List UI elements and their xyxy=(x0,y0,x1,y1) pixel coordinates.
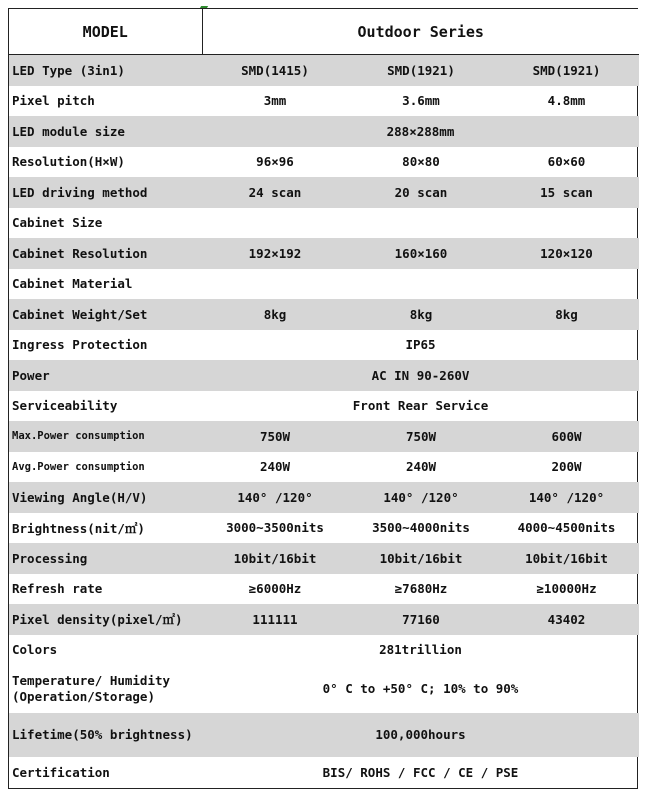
spec-value: SMD(1415) xyxy=(202,55,348,86)
spec-value: 160×160 xyxy=(348,238,494,269)
spec-row xyxy=(9,421,639,452)
spec-label: Processing xyxy=(9,543,202,574)
spec-value: 140° /120° xyxy=(348,482,494,513)
spec-label: Pixel pitch xyxy=(12,93,95,109)
spec-value: 8kg xyxy=(202,299,348,330)
spec-row xyxy=(9,330,639,361)
spec-value: 10bit/16bit xyxy=(202,543,348,574)
spec-label: Max.Power consumption xyxy=(9,421,202,452)
header-row xyxy=(9,9,639,55)
spec-label: Certification xyxy=(12,764,110,780)
spec-value: 192×192 xyxy=(202,238,348,269)
spec-label: LED driving method xyxy=(9,177,202,208)
spec-label: Cabinet Weight/Set xyxy=(9,299,202,330)
spec-value: 60×60 xyxy=(547,154,586,170)
spec-value: 20 scan xyxy=(348,177,494,208)
spec-value: 3500~4000nits xyxy=(372,520,470,536)
spec-row xyxy=(9,116,639,147)
model-header: MODEL xyxy=(9,9,202,55)
spec-value: 120×120 xyxy=(494,238,639,269)
spec-row xyxy=(9,55,639,86)
spec-row xyxy=(9,299,639,330)
spec-value: ≥10000Hz xyxy=(536,581,597,597)
spec-value: 96×96 xyxy=(256,154,294,170)
spec-row xyxy=(9,604,639,635)
spec-value: 111111 xyxy=(202,604,348,635)
spec-value: 281trillion xyxy=(379,642,462,658)
spec-value xyxy=(494,208,639,239)
spec-row xyxy=(9,238,639,269)
spec-value: 240W xyxy=(259,459,291,475)
spec-value: BIS/ ROHS / FCC / CE / PSE xyxy=(322,764,519,780)
spec-value: Front Rear Service xyxy=(352,398,489,414)
spec-value: 10bit/16bit xyxy=(348,543,494,574)
spec-value: 288×288mm xyxy=(202,116,639,147)
spec-value xyxy=(348,208,494,239)
spec-label: Cabinet Material xyxy=(12,276,133,292)
spec-row xyxy=(9,665,639,713)
spec-value: SMD(1921) xyxy=(348,55,494,86)
series-header: Outdoor Series xyxy=(202,9,639,55)
spec-label: Power xyxy=(9,360,202,391)
spec-value: 3000~3500nits xyxy=(226,520,324,536)
spec-value xyxy=(202,269,348,300)
spec-value: 8kg xyxy=(348,299,494,330)
spec-label: Viewing Angle(H/V) xyxy=(9,482,202,513)
spec-row xyxy=(9,713,639,757)
spec-value: 77160 xyxy=(348,604,494,635)
spec-label: Temperature/ Humidity (Operation/Storage) xyxy=(12,673,171,704)
spec-value: 100,000hours xyxy=(202,713,639,757)
spec-value: 8kg xyxy=(494,299,639,330)
spec-value: 10bit/16bit xyxy=(494,543,639,574)
spec-value: 24 scan xyxy=(202,177,348,208)
spec-row xyxy=(9,269,639,300)
spec-label: Pixel density(pixel/㎡) xyxy=(9,604,202,635)
spec-label: Colors xyxy=(12,642,58,658)
spec-value xyxy=(494,269,639,300)
spec-row xyxy=(9,452,639,483)
spec-value: 200W xyxy=(551,459,582,475)
spec-value: ≥7680Hz xyxy=(394,581,448,597)
spec-row xyxy=(9,86,639,117)
spec-row xyxy=(9,513,639,544)
spec-label: Resolution(H×W) xyxy=(12,154,125,170)
spec-label: LED module size xyxy=(9,116,202,147)
spec-row xyxy=(9,543,639,574)
spec-value: 3mm xyxy=(263,93,287,109)
spec-label: Brightness(nit/㎡) xyxy=(12,520,145,536)
spec-label: LED Type (3in1) xyxy=(9,55,202,86)
spec-value: 600W xyxy=(494,421,639,452)
spec-value: 140° /120° xyxy=(202,482,348,513)
spec-label: Refresh rate xyxy=(12,581,103,597)
spec-value: 750W xyxy=(348,421,494,452)
spec-value: SMD(1921) xyxy=(494,55,639,86)
spec-label: Serviceability xyxy=(12,398,118,414)
spec-value: 4.8mm xyxy=(547,93,586,109)
spec-table xyxy=(9,9,639,788)
spec-row xyxy=(9,177,639,208)
spec-value: ≥6000Hz xyxy=(248,581,302,597)
spec-row xyxy=(9,391,639,422)
spec-row xyxy=(9,360,639,391)
spec-row xyxy=(9,635,639,666)
spec-value: 15 scan xyxy=(494,177,639,208)
spec-value: 140° /120° xyxy=(494,482,639,513)
spec-value: 240W xyxy=(405,459,437,475)
spec-value: AC IN 90-260V xyxy=(202,360,639,391)
spec-row xyxy=(9,482,639,513)
spec-value xyxy=(202,208,348,239)
spec-row xyxy=(9,757,639,788)
spec-label: Lifetime(50% brightness) xyxy=(9,713,202,757)
spec-value: 0° C to +50° C; 10% to 90% xyxy=(322,681,519,696)
spec-value: 80×80 xyxy=(402,154,440,170)
spec-value xyxy=(348,269,494,300)
spec-value: 750W xyxy=(202,421,348,452)
spec-value: IP65 xyxy=(405,337,436,353)
spec-sheet xyxy=(8,8,638,789)
spec-value: 4000~4500nits xyxy=(517,520,616,536)
spec-label: Cabinet Size xyxy=(12,215,103,231)
spec-value: 3.6mm xyxy=(402,93,440,109)
spec-label: Avg.Power consumption xyxy=(12,460,145,473)
spec-label: Ingress Protection xyxy=(12,337,148,353)
spec-row xyxy=(9,208,639,239)
spec-label: Cabinet Resolution xyxy=(9,238,202,269)
spec-row xyxy=(9,147,639,178)
spec-row xyxy=(9,574,639,605)
spec-value: 43402 xyxy=(494,604,639,635)
